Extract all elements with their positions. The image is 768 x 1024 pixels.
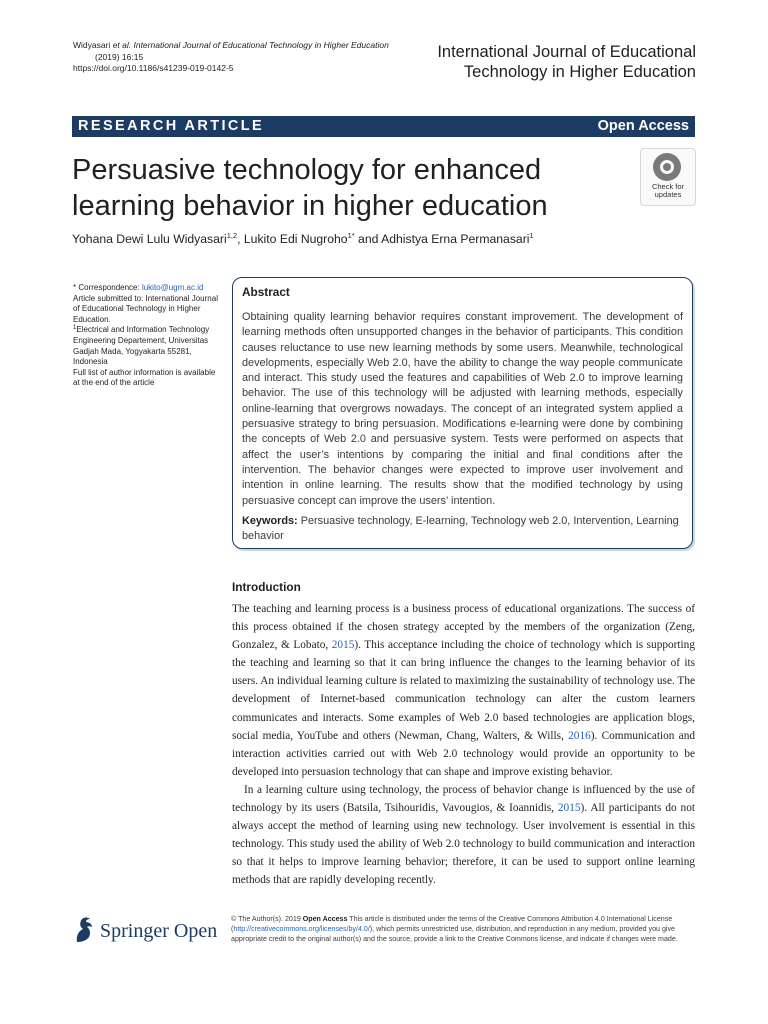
- submission-note: Article submitted to: International Journal of Educational Technology in Higher Education.: [73, 293, 218, 324]
- citation-line-1: Widyasari et al. International Journal of Educational Technology in Higher Education: [73, 40, 389, 50]
- abstract-heading: Abstract: [242, 285, 290, 299]
- introduction-paragraph-1: The teaching and learning process is a business process of educational organizations. The success of this process obtained if the chosen strategy accepted by the members of the organization (Zeng, Gonzalez, & Lobato, 2015). This acceptance including the choice of technology which is supporting the teaching and learning so that it can bring influence the changes to the learning behavior of its users. An individual learning culture is related to maximizing the sustainability of technology use. The development of Internet-based communication technology can alter the custom learners communicates and interacts. Some examples of Web 2.0 based technologies are application blogs, social media, YouTube and others (Newman, Chang, Walters, & Wills, 2016). Communication and interaction activities carried out with Web 2.0 technology would provide an opportunity to be developed into persuasion technology that can shape and improve existing behavior.: [232, 603, 695, 778]
- abstract-box: [232, 277, 693, 549]
- license-link[interactable]: http://creativecommons.org/licenses/by/4.0/: [233, 925, 370, 933]
- open-access-label: Open Access: [597, 118, 689, 134]
- journal-name: International Journal of Educational Technology in Higher Education: [437, 43, 696, 81]
- reference-link[interactable]: 2015: [331, 639, 355, 652]
- article-type-band: [72, 116, 695, 137]
- doi-link[interactable]: https://doi.org/10.1186/s41239-019-0142-5: [73, 63, 234, 73]
- citation-block: [73, 40, 389, 75]
- reference-link[interactable]: 2015: [557, 802, 581, 815]
- abstract-text: Obtaining quality learning behavior requires constant improvement. The development of learning methods often unsupported changes in the behavior of participants. This condition causes reluctance to use new learning methods by some users. Meanwhile, technological developments, especially Web 2.0, have the ability to change the way people communicate and interact. This study used the features and capabilities of Web 2.0 to improve learning behavior. The use of this technology will be adjusted with learning methods, especially online-learning that overgrows nowadays. The concept of an integrated system applied a persuasive strategy to bring persuasion. Modifications e-learning were done by combining the concepts of Web 2.0 and persuasive system. Tests were performed on aspects that affect the user’s intentions by comparing the initial and final conditions after the intervention. The behavior changes were expected to improve user involvement and intention in online learning. The results show that the modified technology by using persuasive concept can improve the users’ intention.: [242, 311, 683, 507]
- article-type-label: RESEARCH ARTICLE: [78, 118, 265, 134]
- citation-journal: International Journal of Educational Technology in Higher Education: [131, 40, 389, 50]
- article-title: Persuasive technology for enhanced learning behavior in higher education: [72, 154, 548, 222]
- author-info-note: Full list of author information is available at the end of the article: [73, 367, 216, 388]
- author-name[interactable]: Adhistya Erna Permanasari: [381, 232, 530, 246]
- springer-horse-icon: [73, 915, 95, 945]
- author-list: Yohana Dewi Lulu Widyasari$^{1,2}$, Lukito Edi Nugroho$^{1*}$ and Adhistya Erna Permanasari$^1$: [72, 231, 534, 246]
- reference-link[interactable]: 2016: [568, 729, 591, 742]
- check-for-updates-badge[interactable]: Check for updates: [640, 148, 696, 206]
- introduction-paragraph-2: In a learning culture using technology, the process of behavior change is influenced by the use of technology by its users (Batsila, Tsihouridis, Vavougios, & Ioannidis, 2015). All participants do not always accept the method of learning using new technology. User involvement is essential in this technology. This study used the ability of Web 2.0 technology to build communication and interaction so that it helps to improve learning behavior; therefore, it can be used to support online learning methods that are rapidly developing recently.: [232, 783, 695, 887]
- introduction-section: [232, 580, 695, 890]
- license-notice: © The Author(s). 2019 Open Access This article is distributed under the terms of the Creative Commons Attribution 4.0 International License (http://creativecommons.org/licenses/by/4.0/), which permits unrestricted use, distribution, and reproduction in any medium, provided you give appropriate credit to the original author(s) and the source, provide a link to the Creative Commons license, and indicate if changes were made.: [231, 915, 678, 943]
- correspondence-email-link[interactable]: lukito@ugm.ac.id: [141, 283, 204, 292]
- keywords: Keywords: Persuasive technology, E-learning, Technology web 2.0, Intervention, Learning behavior: [242, 514, 679, 543]
- affiliation: $^1$Electrical and Information Technology Engineering Departement, Universitas Gadjah Mada, Yogyakarta 55281, Indonesia: [73, 325, 210, 367]
- correspondence-line: * Correspondence: lukito@ugm.ac.id: [73, 283, 204, 292]
- citation-volume: (2019) 16:15: [95, 51, 144, 62]
- introduction-heading: Introduction: [232, 580, 301, 594]
- author-name[interactable]: Yohana Dewi Lulu Widyasari: [72, 232, 227, 246]
- correspondence-sidebar: [73, 283, 221, 389]
- author-name[interactable]: Lukito Edi Nugroho: [243, 232, 348, 246]
- check-for-updates-icon: [653, 153, 681, 181]
